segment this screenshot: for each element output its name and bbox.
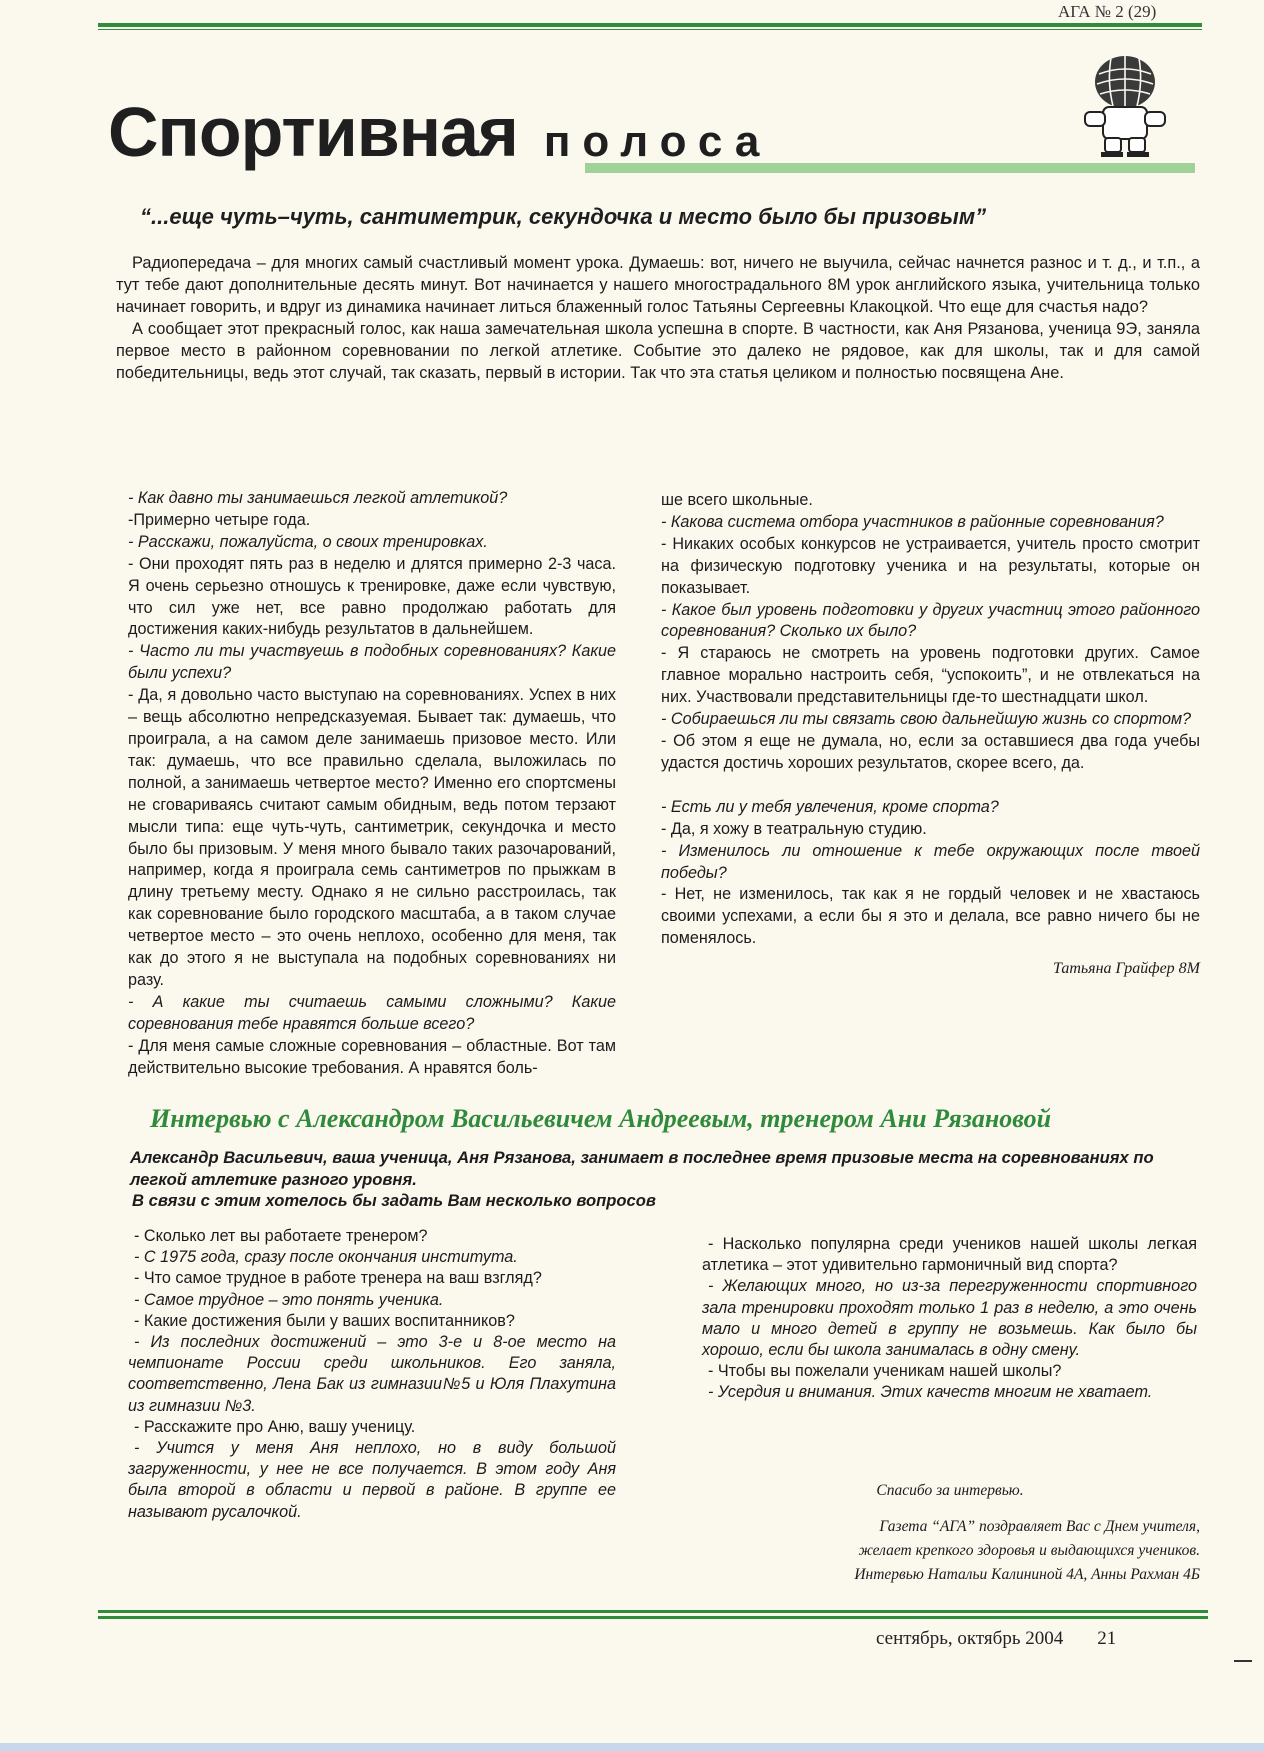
masthead [108,92,771,172]
question: - Какова система отбора участников в районные соревнования? [661,512,1164,531]
thanks-line: Спасибо за интервью. [876,1482,1024,1499]
greeting-line: Газета “АГА” поздравляет Вас с Днем учителя, [879,1518,1200,1535]
issue-number: АГА № 2 (29) [1058,2,1157,21]
intro-text [116,252,1200,384]
question: - Какое был уровень подготовки у других участниц этого районного соревнования? Сколько их было? [661,600,1200,641]
question: - Часто ли ты участвуешь в подобных соревнованиях? Какие были успехи? [128,642,616,683]
answer: - С 1975 года, сразу после окончания института. [134,1248,518,1267]
answer: - Да, я хожу в театральную студию. [661,819,927,838]
interview2-right-column [702,1234,1197,1404]
answer: - Они проходят пять раз в неделю и длятся примерно 2-3 часа. Я очень серьезно отношусь к тренировке, даже если чувствую, что сил уже нет, все равно продолжаю работать для достижения каких-нибудь результатов в дальнейшем. [128,554,616,639]
question: - А какие ты считаешь самыми сложными? Какие соревнования тебе нравятся больше всего? [128,992,616,1033]
answer: - Я стараюсь не смотреть на уровень подготовки других. Самое главное морально настроить себя, “успокоить”, и не отвлекаться на них. Участвовали представительницы где-то шестнадцати школ. [661,644,1200,707]
answer: - Учится у меня Аня неплохо, но в виду большой загруженности, у нее не все получается. В этом году Аня была второй в области и первой в районе. В группе ее называют русалочкой. [128,1439,616,1521]
question: - Собираешься ли ты связать свою дальнейшую жизнь со спортом? [661,710,1192,729]
lead-paragraph: В связи с этим хотелось бы задать Вам несколько вопросов [132,1191,656,1210]
question: - Есть ли у тебя увлечения, кроме спорта? [661,797,999,816]
question: - Какие достижения были у ваших воспитанников? [134,1311,515,1330]
interview2-lead [130,1147,1205,1212]
question: - Насколько популярна среди учеников нашей школы легкая атлетика – этот удивительно гармоничный вид спорта? [702,1235,1197,1275]
interview2-heading: Интервью с Александром Васильевичем Андреевым, тренером Ани Рязановой [150,1104,1052,1133]
masthead-subtitle: полоса [543,117,772,166]
answer: - Нет, не изменилось, так как я не гордый человек и не хвастаюсь своими успехами, а если бы я это и делала, все равно ничего бы не поменялось. [661,885,1200,948]
bottom-rule [98,1610,1208,1613]
question: - Что самое трудное в работе тренера на ваш взгляд? [134,1269,542,1288]
lead-paragraph: Александр Васильевич, ваша ученица, Аня Рязанова, занимает в последнее время призовые места на соревнованиях по легкой атлетике разного уровня. [130,1148,1154,1189]
page-footer [876,1628,1116,1650]
answer: - Да, я довольно часто выступаю на соревнованиях. Успех в них – вещь абсолютно непредсказуемая. Бывает так: думаешь, что проиграла, а на самом деле занимаешь призовое место. Или так: думаешь, что все правильно сделала, выложилась по полной, а занимаешь четвертое место? Именно его спортсмены не сговариваясь считают самым обидным, ведь потом терзают мысли типа: еще чуть-чуть, сантиметрик, секундочка и место было бы призовым. У меня много бывало таких разочарований, например, когда я проиграла семь сантиметров по прыжкам в длину третьему месту. Однако я не сильно расстроилась, так как соревнование было городского масштаба, а в таком случае четвертое место – это очень неплохо, особенно для меня, так как до этого я не выступала на подобных соревнованиях ни разу. [128,686,616,989]
closing-block [700,1479,1200,1587]
answer: - Самое трудное – это понять ученика. [134,1290,444,1309]
credits-line: Интервью Натальи Калининой 4А, Анны Рахман 4Б [854,1566,1200,1583]
answer: - Для меня самые сложные соревнования – областные. Вот там действительно высокие требования. А нравятся боль- [128,1036,616,1077]
question: - Как давно ты занимаешься легкой атлетикой? [128,489,508,507]
mascot-illustration [1075,52,1177,160]
top-rule [98,23,1202,27]
interview2-left-column [128,1226,616,1523]
issue-date: сентябрь, октябрь 2004 [876,1628,1064,1649]
question: - Сколько лет вы работаете тренером? [134,1227,428,1245]
question: - Чтобы вы пожелали ученикам нашей школы? [708,1362,1062,1381]
masthead-title: Спортивная [108,93,518,171]
intro-paragraph: Радиопередача – для многих самый счастливый момент урока. Думаешь: вот, ничего не выучила, сейчас начнется разнос и т. д., и т.п., а тут тебе дают дополнительные десять минут. Вот начинается у нашего многострадального 8М урок английского языка, учительница только начинает говорить, и вдруг из динамика начинает литься блаженный голос Татьяны Сергеевны Клакоцкой. Что еще для счастья надо? [116,254,1200,316]
answer: ше всего школьные. [661,491,813,509]
paragraph-gap [661,775,1200,797]
scan-edge [0,1743,1264,1751]
question: - Расскажите про Аню, вашу ученицу. [134,1417,416,1436]
answer: - Желающих много, но из-за перегруженности спортивного зала тренировки проходят только 1 раз в неделю, а это очень мало и много детей в группу не возьмешь. Как было бы хорошо, если бы школа занималась в одну смену. [702,1277,1197,1360]
answer: - Из последних достижений – это 3-е и 8-ое место на чемпионате России среди школьников. Его заняла, соответственно, Лена Бак из гимназии№5 и Юля Плахутина из гимназии №3. [128,1333,616,1415]
article-subtitle: “...еще чуть–чуть, сантиметрик, секундочка и место было бы призовым” [140,204,987,229]
answer: - Усердия и внимания. Этих качеств многим не хватает. [708,1383,1153,1402]
scan-mark [1234,1660,1252,1662]
interview1-left-column [128,488,616,1079]
interview1-right-column [661,490,1200,980]
page-number: 21 [1097,1628,1117,1649]
question: - Изменилось ли отношение к тебе окружающих после твоей победы? [661,841,1200,882]
answer: - Об этом я еще не думала, но, если за оставшиеся два года учебы удастся достичь хороших результатов, скорее всего, да. [661,731,1200,772]
answer: -Примерно четыре года. [128,510,311,529]
author-signature: Татьяна Грайфер 8М [1053,960,1200,978]
intro-paragraph: А сообщает этот прекрасный голос, как наша замечательная школа успешна в спорте. В частности, как Аня Рязанова, ученица 9Э, заняла первое место в районном соревновании по легкой атлетике. Событие это далеко не рядовое, как для школы, так и для самой победительницы, ведь этот случай, так сказать, первый в истории. Так что эта статья целиком и полностью посвящена Ане. [116,320,1200,382]
answer: - Никаких особых конкурсов не устраивается, учитель просто смотрит на физическую подготовку ученика и на результаты, которые он показывает. [661,534,1200,597]
question: - Расскажи, пожалуйста, о своих тренировках. [128,532,488,551]
greeting-line: желает крепкого здоровья и выдающихся учеников. [858,1542,1200,1559]
